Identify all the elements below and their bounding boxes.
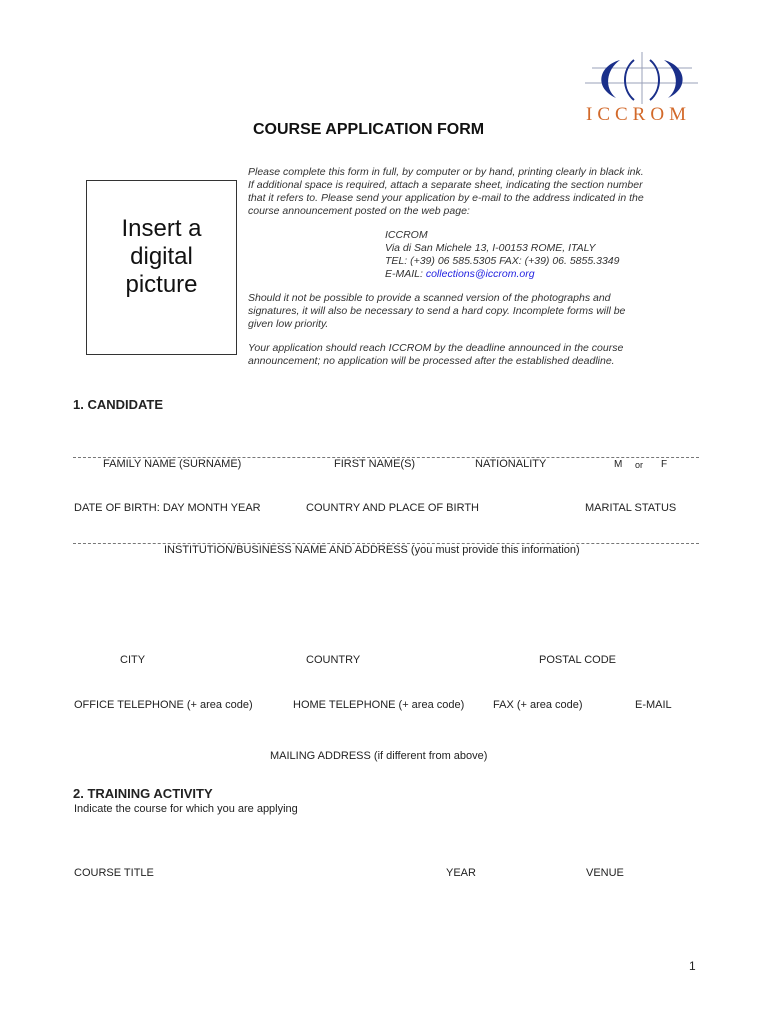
course-title-label[interactable]: COURSE TITLE	[74, 867, 154, 879]
family-name-label[interactable]: FAMILY NAME (SURNAME)	[103, 458, 242, 470]
year-label[interactable]: YEAR	[446, 867, 476, 879]
email-link[interactable]: collections@iccrom.org	[425, 268, 535, 280]
venue-label[interactable]: VENUE	[586, 867, 624, 879]
mailing-address-label[interactable]: MAILING ADDRESS (if different from above)	[270, 750, 488, 762]
sex-or-text: or	[635, 460, 644, 470]
scan-notice: Should it not be possible to provide a scanned version of the photographs and signatures, it will also be necessary to send a hard copy. Incomplete forms will be given low priority.	[248, 292, 626, 330]
country-place-birth-label[interactable]: COUNTRY AND PLACE OF BIRTH	[306, 502, 479, 514]
section-training-heading: 2. TRAINING ACTIVITY	[73, 786, 213, 801]
section-candidate-heading: 1. CANDIDATE	[73, 397, 164, 412]
intro-paragraph: Please complete this form in full, by computer or by hand, printing clearly in black ink. If additional space is required, attach a separate sheet, indicating the section number that it refers to. Please send your application by e-mail to the address indicated in the course announcement posted on the web page:	[248, 166, 644, 217]
home-telephone-label[interactable]: HOME TELEPHONE (+ area code)	[293, 699, 465, 711]
dob-label[interactable]: DATE OF BIRTH: DAY MONTH YEAR	[74, 502, 261, 514]
page-title: COURSE APPLICATION FORM	[253, 121, 485, 138]
sex-f-option[interactable]: F	[661, 459, 668, 470]
marital-status-label[interactable]: MARITAL STATUS	[585, 502, 677, 514]
globe-icon	[580, 48, 700, 104]
iccrom-logo	[580, 48, 700, 128]
first-name-label[interactable]: FIRST NAME(S)	[334, 458, 416, 470]
deadline-notice: Your application should reach ICCROM by the deadline announced in the course announcement; no application will be processed after the established deadline.	[248, 342, 624, 367]
country-label[interactable]: COUNTRY	[306, 654, 361, 666]
office-telephone-label[interactable]: OFFICE TELEPHONE (+ area code)	[74, 699, 253, 711]
training-instruction: Indicate the course for which you are applying	[74, 803, 298, 815]
address-block: ICCROM Via di San Michele 13, I-00153 ROME, ITALY TEL: (+39) 06 585.5305 FAX: (+39) 06. 5855.3349 E-MAIL: collections@iccrom.org	[385, 229, 620, 280]
city-label[interactable]: CITY	[120, 654, 146, 666]
page-number: 1	[689, 959, 696, 973]
photo-placeholder-box[interactable]	[86, 180, 237, 355]
fax-label[interactable]: FAX (+ area code)	[493, 699, 583, 711]
nationality-label[interactable]: NATIONALITY	[475, 458, 547, 470]
logo-text: ICCROM	[586, 104, 691, 125]
photo-placeholder-text: Insert a digital picture	[121, 215, 202, 298]
email-label[interactable]: E-MAIL	[635, 699, 672, 711]
postal-code-label[interactable]: POSTAL CODE	[539, 654, 617, 666]
sex-m-option[interactable]: M	[614, 459, 623, 470]
institution-label[interactable]: INSTITUTION/BUSINESS NAME AND ADDRESS (you must provide this information)	[164, 544, 580, 556]
